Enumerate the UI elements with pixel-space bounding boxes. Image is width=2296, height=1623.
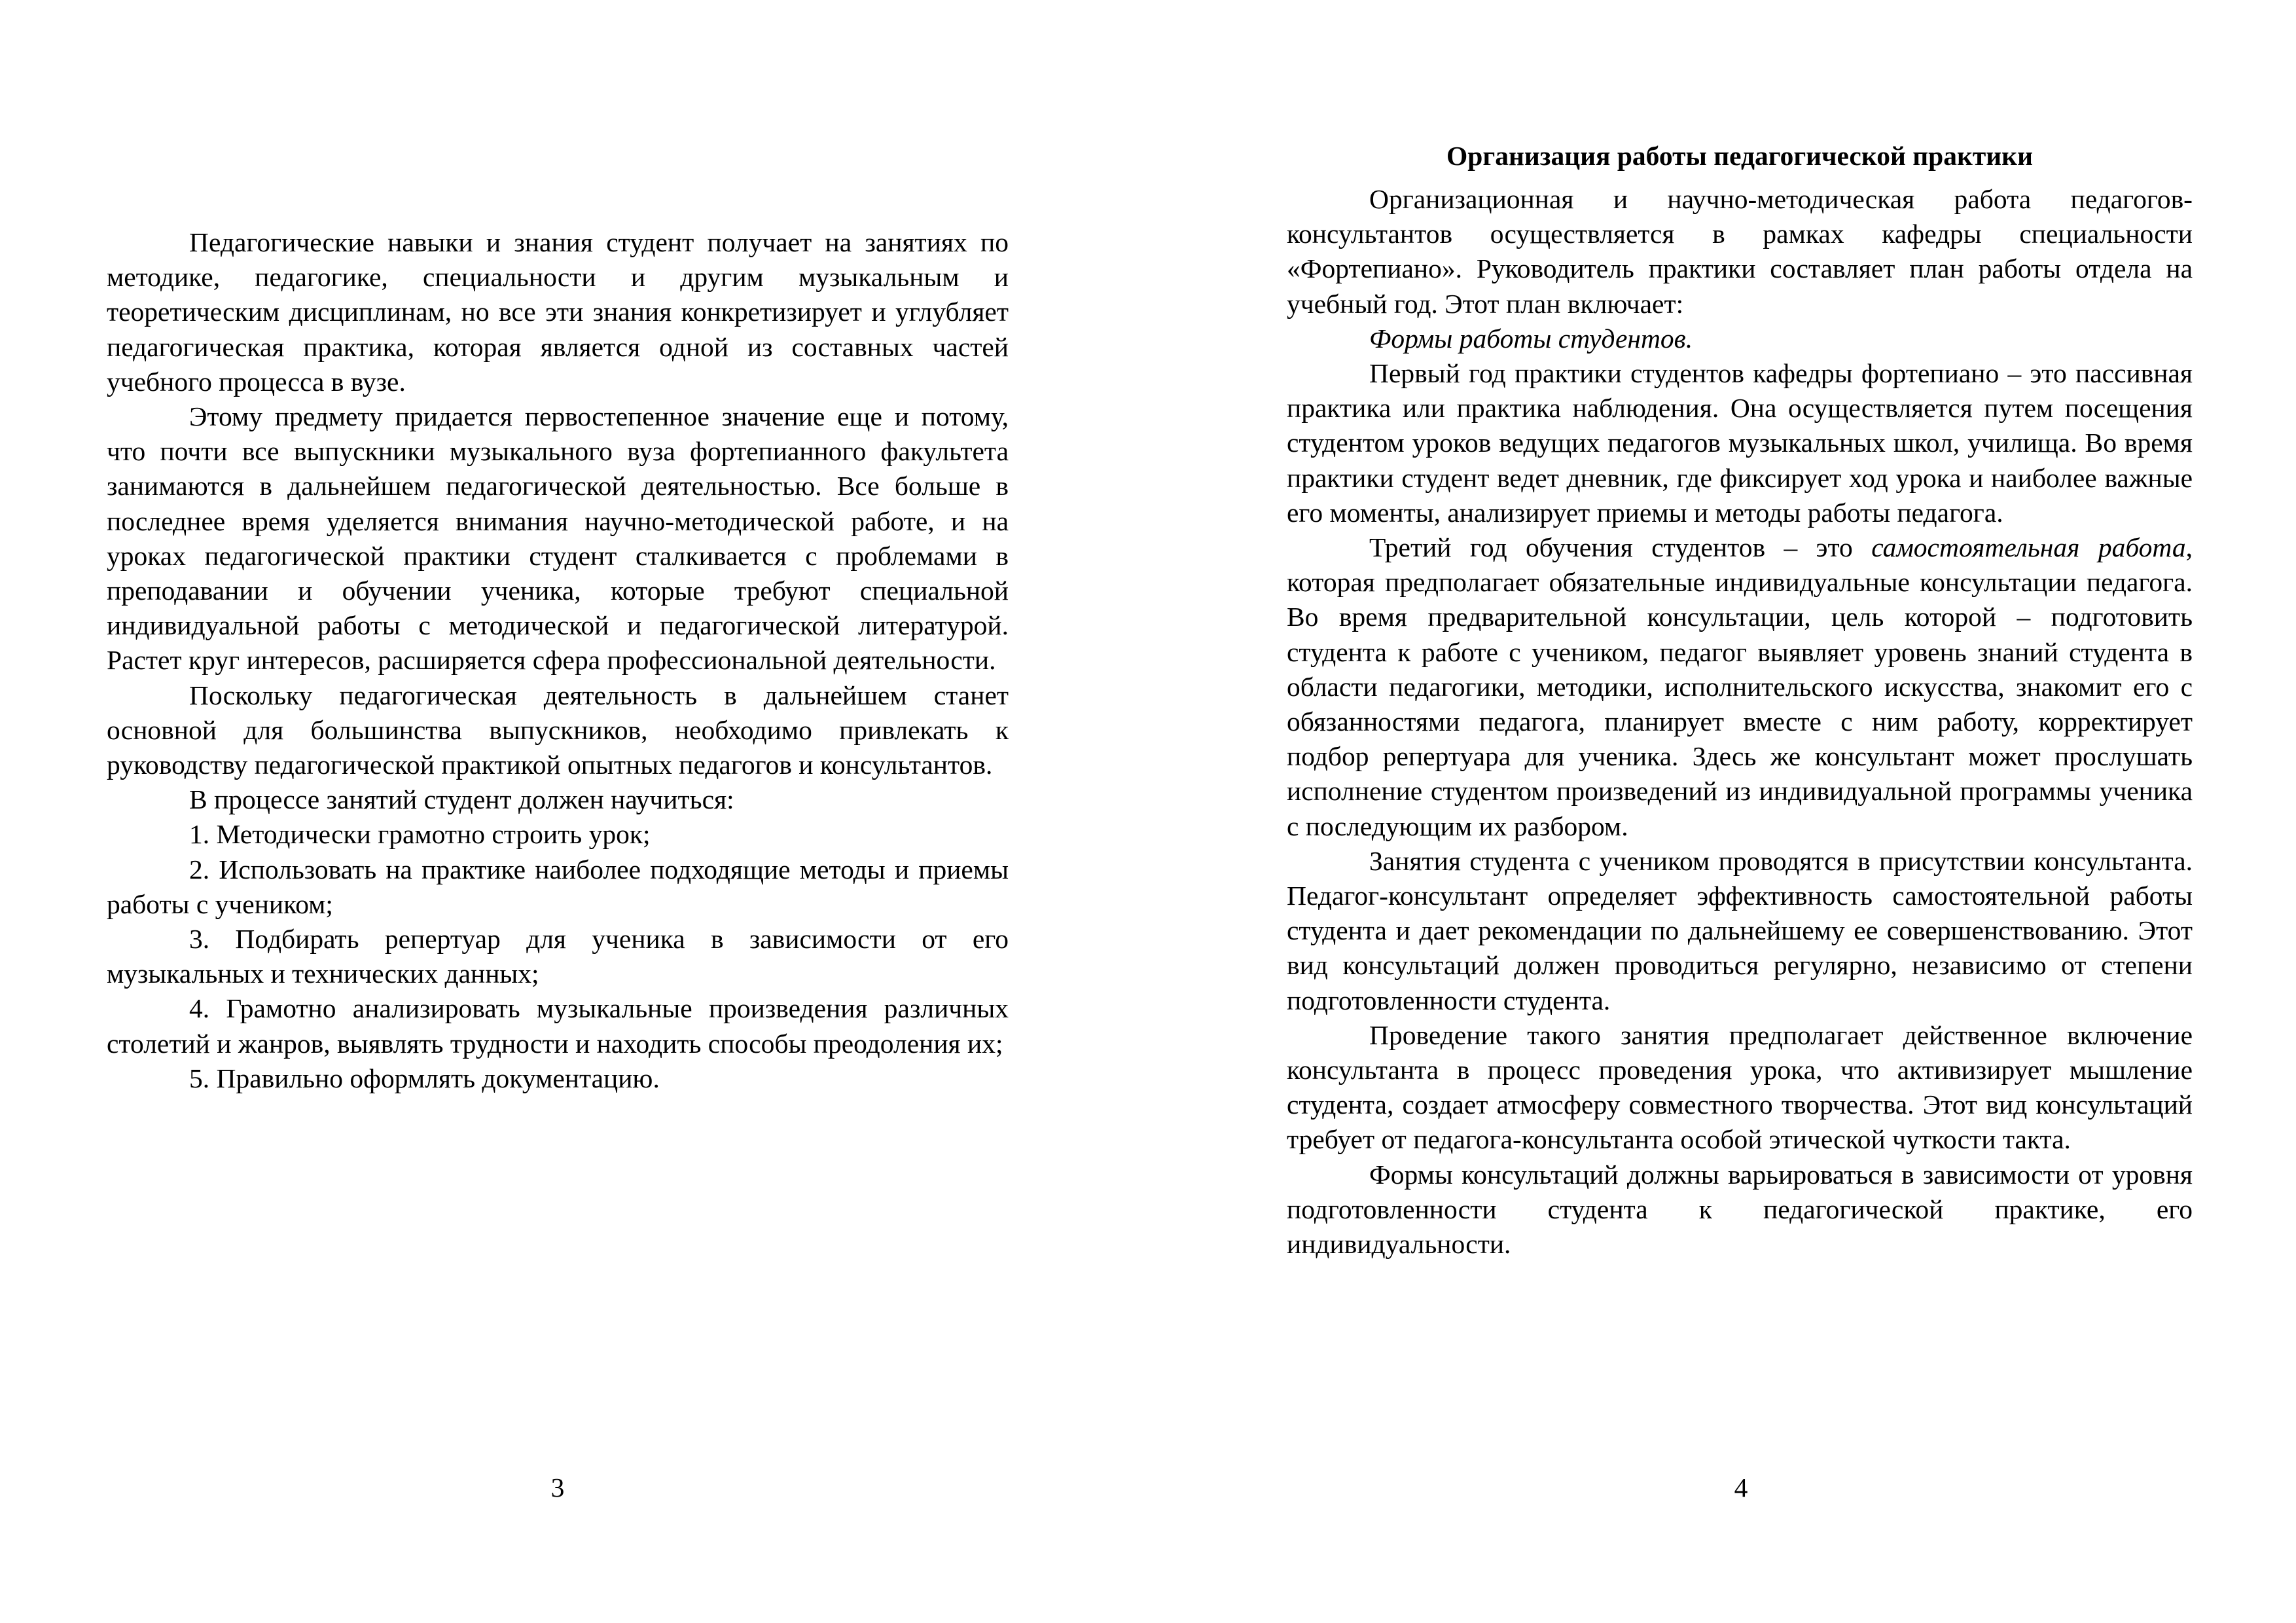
left-page-body bbox=[107, 225, 1009, 1096]
right-paragraph-5: Проведение такого занятия предполагает действенное включение консультанта в процесс проведения урока, что активизирует мышление студента, создает атмосферу совместного творчества. Этот вид консультаций требует от педагога-консультанта особой этической чуткости такта. bbox=[1287, 1019, 2193, 1155]
right-paragraph-1: Организационная и научно-методическая работа педагогов-консультантов осуществляется в рамках кафедры специальности «Фортепиано». Руководитель практики составляет план работы отдела на учебный год. Этот план включает: bbox=[1287, 184, 2193, 319]
right-paragraph-4: Занятия студента с учеником проводятся в присутствии консультанта. Педагог-консультант определяет эффективность самостоятельной работы студента и дает рекомендации по дальнейшему ее совершенствованию. Этот вид консультаций должен проводиться регулярно, независимо от степени подготовленности студента. bbox=[1287, 845, 2193, 1015]
right-paragraph-3 bbox=[1287, 530, 2193, 844]
left-paragraph-1: Педагогические навыки и знания студент получает на занятиях по методике, педагогике, специальности и другим музыкальным и теоретическим дисциплинам, но все эти знания конкретизирует и углубляет педагогическая практика, которая является одной из составных частей учебного процесса в вузе. bbox=[107, 227, 1009, 397]
list-item-4: 4. Грамотно анализировать музыкальные произведения различных столетий и жанров, выявлять трудности и находить способы преодоления их; bbox=[107, 993, 1009, 1059]
page-number-right: 4 bbox=[1734, 1472, 1748, 1503]
page-number-left: 3 bbox=[550, 1472, 565, 1503]
paragraph-3-italic: самостоятельная работа bbox=[1871, 532, 2186, 563]
list-item-5: 5. Правильно оформлять документацию. bbox=[189, 1063, 660, 1093]
list-item-3: 3. Подбирать репертуар для ученика в зависимости от его музыкальных и технических данных; bbox=[107, 924, 1009, 989]
right-paragraph-2: Первый год практики студентов кафедры фортепиано – это пассивная практика или практика наблюдения. Она осуществляется путем посещения студентом уроков ведущих педагогов музыкальных школ, училища. Во время практики студент ведет дневник, где фиксирует ход урока и наиболее важные его моменты, анализирует приемы и методы работы педагога. bbox=[1287, 358, 2193, 528]
subheading-forms: Формы работы студентов. bbox=[1369, 323, 1693, 354]
right-page bbox=[1148, 0, 2296, 1623]
right-page-body bbox=[1287, 182, 2193, 1262]
right-paragraph-6: Формы консультаций должны варьироваться в зависимости от уровня подготовленности студента к педагогической практике, его индивидуальности. bbox=[1287, 1159, 2193, 1260]
section-heading: Организация работы педагогической практики bbox=[1446, 141, 2034, 171]
paragraph-3-rest: , которая предполагает обязательные индивидуальные консультации педагога. Во время предварительной консультации, цель которой – подготовить студента к работе с учеником, педагог выявляет уровень знаний студента в области педагогики, методики, исполнительского искусства, знакомит его с обязанностями педагога, планирует вместе с ним работу, корректирует подбор репертуара для ученика. Здесь же консультант может прослушать исполнение студентом произведений из индивидуальной программы ученика с последующим их разбором. bbox=[1287, 532, 2193, 841]
left-paragraph-3: Поскольку педагогическая деятельность в дальнейшем станет основной для большинства выпускников, необходимо привлекать к руководству педагогической практикой опытных педагогов и консультантов. bbox=[107, 680, 1009, 780]
paragraph-3-start: Третий год обучения студентов – это bbox=[1369, 532, 1872, 563]
list-item-1: 1. Методически грамотно строить урок; bbox=[189, 819, 651, 850]
list-item-2: 2. Использовать на практике наиболее подходящие методы и приемы работы с учеником; bbox=[107, 854, 1009, 919]
left-paragraph-2: Этому предмету придается первостепенное значение еще и потому, что почти все выпускники музыкального вуза фортепианного факультета занимаются в дальнейшем педагогической деятельностью. Все больше в последнее время уделяется внимания научно-методической работе, и на уроках педагогической практики студент сталкивается с проблемами в преподавании и обучении ученика, которые требуют специальной индивидуальной работы с методической и педагогической литературой. Растет круг интересов, расширяется сфера профессиональной деятельности. bbox=[107, 401, 1009, 676]
left-paragraph-4: В процессе занятий студент должен научиться: bbox=[189, 784, 734, 815]
